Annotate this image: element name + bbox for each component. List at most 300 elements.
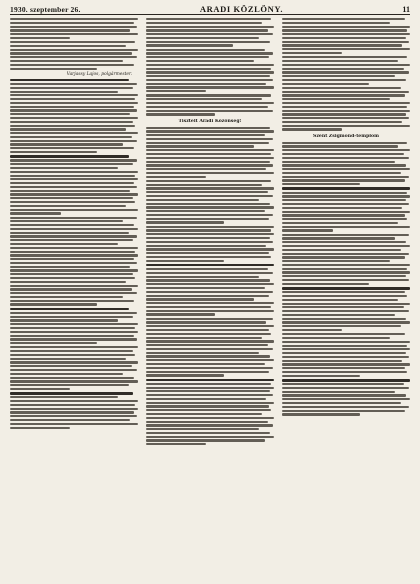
text-line [146,432,270,434]
text-line [10,308,129,311]
text-line [146,352,259,354]
text-line [10,316,133,318]
text-line [10,262,137,264]
text-line [10,235,137,237]
text-line [282,234,409,236]
text-line [282,241,406,243]
text-line [10,178,138,180]
text-line [10,300,134,302]
text-line [10,151,97,153]
text-line [10,209,138,211]
text-line [282,106,407,108]
section-heading: Tisztelt Aradi Közönség! [178,118,242,124]
text-line [282,291,405,293]
text-line [282,125,410,127]
text-line [282,391,395,393]
text-line [146,180,271,182]
text-line [10,312,137,314]
text-line [10,132,138,134]
text-line [282,157,409,159]
text-line [10,224,134,226]
text-line [282,214,405,216]
text-line [282,268,407,270]
text-line [282,218,407,220]
text-line [282,94,405,96]
text-line [282,79,406,81]
paragraph [10,79,138,153]
text-line [146,153,271,155]
text-line [146,318,273,320]
text-line [282,128,342,130]
text-line [282,211,410,213]
text-line [10,113,130,115]
paragraph [10,308,138,345]
text-line [146,184,262,186]
text-line [146,248,274,250]
text-line [10,186,137,188]
text-line [146,94,271,96]
text-line [282,64,410,66]
text-line [282,287,410,290]
text-line [10,423,138,425]
text-line [146,340,274,342]
text-line [10,94,138,96]
text-line [10,277,135,279]
text-line [10,327,135,329]
text-line [282,356,409,358]
text-line [10,365,132,367]
text-line [146,195,273,197]
text-line [10,232,129,234]
text-line [10,106,134,108]
text-line [10,354,135,356]
text-line [10,26,137,28]
text-line [10,346,138,348]
text-line [146,145,254,147]
text-line [282,98,390,100]
paragraph [10,18,138,39]
text-line [146,199,259,201]
text-line [282,37,406,39]
text-line [10,338,137,340]
text-line [146,68,271,70]
text-line [10,159,137,161]
paragraph [10,41,138,70]
text-line [282,321,410,323]
text-line [282,22,390,24]
text-line [146,98,262,100]
text-line [146,256,271,258]
text-line [10,408,138,410]
text-line [282,279,409,281]
text-line [10,415,137,417]
text-line [10,205,126,207]
text-line [146,161,270,163]
text-line [10,163,133,165]
text-line [146,41,270,43]
text-line [10,121,133,123]
text-line [10,37,70,39]
text-line [282,303,410,305]
text-line [146,218,269,220]
text-line [282,314,395,316]
text-line [282,113,406,115]
text-line [10,56,137,58]
text-line [146,276,259,278]
text-line [10,212,61,214]
text-line [282,413,360,415]
text-line [10,269,138,271]
text-line [10,361,138,363]
paragraph [146,264,274,316]
text-line [146,71,274,73]
text-line [10,258,134,260]
text-line [10,136,132,138]
text-line [146,398,266,400]
text-line [282,329,342,331]
text-line [282,345,407,347]
text-line [10,377,134,379]
text-line [10,392,133,395]
text-line [146,37,259,39]
text-line [282,337,390,339]
text-line [10,251,135,253]
text-line [282,192,407,194]
text-line [146,371,269,373]
text-line [146,405,269,407]
text-line [10,331,138,333]
text-line [10,98,135,100]
text-line [146,390,270,392]
text-line [146,402,274,404]
text-line [282,56,407,58]
paragraph [146,318,274,377]
paragraph [282,56,410,85]
text-line [10,68,97,70]
text-line [146,164,273,166]
text-line [10,254,138,256]
text-line [282,168,410,170]
text-line [282,176,409,178]
text-line [146,291,273,293]
text-line [146,229,271,231]
text-line [146,176,206,178]
text-line [282,102,410,104]
text-line [10,342,97,344]
text-line [10,33,138,35]
text-line [146,168,266,170]
text-line [282,318,406,320]
text-line [146,86,274,88]
text-line [146,130,274,132]
text-line [282,91,409,93]
text-line [282,195,410,197]
text-line [146,241,273,243]
text-line [282,33,410,35]
text-line [146,214,273,216]
text-line [146,298,254,300]
text-line [146,359,274,361]
text-line [146,18,271,20]
text-line [146,22,262,24]
text-line [282,41,409,43]
text-line [282,387,409,389]
text-line [10,87,133,89]
text-line [282,299,398,301]
text-line [146,428,259,430]
paragraph [146,180,274,224]
text-line [10,128,126,130]
text-line [146,272,273,274]
text-line [282,87,401,89]
text-line [10,175,135,177]
text-line [146,387,274,389]
text-line [282,283,369,285]
text-line [146,233,274,235]
paragraph [282,287,410,331]
text-line [10,319,118,321]
text-line [282,149,410,151]
text-line [282,26,410,28]
text-line [146,321,266,323]
text-line [282,187,410,190]
paragraph [282,234,410,285]
text-line [146,413,262,415]
text-line [10,266,130,268]
text-line [146,306,271,308]
text-line [146,187,274,189]
column-2 [146,18,274,578]
text-line [146,417,274,419]
text-line [146,394,273,396]
text-line [10,217,137,219]
paragraph [282,187,410,231]
text-line [10,296,123,298]
paragraph [146,379,274,446]
text-line [146,443,206,445]
text-line [282,402,401,404]
text-line [10,193,138,195]
text-line [146,333,271,335]
text-line [282,271,410,273]
text-line [146,344,268,346]
text-line [10,155,129,158]
text-line [10,201,135,203]
text-line [146,127,270,129]
text-line [282,142,407,144]
text-line [146,83,266,85]
text-line [282,375,360,377]
text-line [146,313,215,315]
text-line [146,363,265,365]
text-line [146,191,268,193]
text-line [146,203,270,205]
text-line [146,245,266,247]
text-line [282,207,402,209]
text-line [146,409,271,411]
text-line [282,52,342,54]
text-line [146,33,273,35]
text-line [146,29,268,31]
text-line [146,424,273,426]
text-line [146,134,265,136]
paragraph [146,94,274,115]
text-line [282,145,398,147]
text-line [10,335,134,337]
text-line [10,83,137,85]
text-line [146,355,270,357]
text-line [146,279,270,281]
column-3 [282,18,410,578]
paragraph [282,379,410,416]
text-line [146,237,270,239]
text-line [282,71,409,73]
text-line [282,295,407,297]
text-line [282,179,405,181]
paragraph [282,87,410,131]
text-line [10,41,135,43]
text-line [146,283,274,285]
text-line [10,22,134,24]
text-line [282,44,402,46]
text-line [146,206,274,208]
paragraph [146,18,274,47]
text-line [282,260,390,262]
text-line [282,256,405,258]
text-line [10,373,123,375]
text-line [10,303,97,305]
paragraph [10,346,138,390]
text-line [146,49,265,51]
text-line [282,117,409,119]
text-line [10,171,138,173]
text-line [10,140,137,142]
text-line [146,439,265,441]
text-line [282,245,410,247]
text-line [282,68,404,70]
text-line [10,190,130,192]
text-line [282,310,409,312]
text-line [282,203,409,205]
text-line [146,287,265,289]
text-line [146,142,269,144]
paragraph [146,127,274,178]
text-line [10,143,123,145]
text-line [10,52,132,54]
paragraph [10,155,138,214]
text-line [10,220,123,222]
text-line [282,352,406,354]
text-line [10,247,138,249]
text-line [146,421,268,423]
text-line [10,285,138,287]
text-line [282,121,402,123]
text-line [282,275,406,277]
text-line [146,113,215,115]
text-line [10,380,138,382]
text-line [10,182,134,184]
masthead [10,3,410,15]
text-line [10,358,126,360]
text-line [282,398,410,400]
text-line [10,79,129,82]
text-line [282,341,410,343]
text-line [146,310,274,312]
text-line [282,383,404,385]
text-line [146,348,273,350]
text-line [282,253,409,255]
text-line [146,374,224,376]
text-line [10,388,70,390]
text-line [146,329,269,331]
newspaper-title: ARADI KÖZLÖNY. [199,4,284,14]
text-line [10,64,134,66]
text-line [146,260,224,262]
text-line [282,367,405,369]
text-line [282,229,333,231]
text-line [146,102,274,104]
text-line [10,49,138,51]
text-line [146,56,269,58]
article-columns [10,18,410,578]
issue-date: 1930. szeptember 26. [10,5,81,14]
text-line [146,221,224,223]
text-line [146,44,233,46]
text-line [282,18,405,20]
text-line [10,273,133,275]
text-line [282,222,398,224]
text-line [146,79,273,81]
text-line [146,252,269,254]
text-line [146,52,273,54]
text-line [146,110,273,112]
text-line [10,411,134,413]
signature: Varjassy Lajos, polgármester. [66,71,132,77]
text-line [282,333,405,335]
text-line [282,110,410,112]
text-line [10,419,130,421]
text-line [10,243,118,245]
text-line [146,157,274,159]
text-line [282,75,395,77]
text-line [146,172,274,174]
text-line [10,288,132,290]
text-line [10,404,135,406]
text-line [282,249,401,251]
text-line [146,226,274,228]
text-line [146,60,254,62]
text-line [10,228,138,230]
text-line [10,60,123,62]
text-line [146,75,270,77]
text-line [10,239,133,241]
text-line [282,410,405,412]
paragraph [146,49,274,93]
text-line [282,394,406,396]
text-line [282,363,410,365]
text-line [146,138,273,140]
text-line [146,64,274,66]
text-line [10,292,137,294]
text-line [282,153,404,155]
text-line [10,125,135,127]
text-line [282,83,369,85]
text-line [282,264,410,266]
text-line [146,106,268,108]
text-line [10,117,138,119]
text-line [10,396,118,398]
text-line [146,90,206,92]
